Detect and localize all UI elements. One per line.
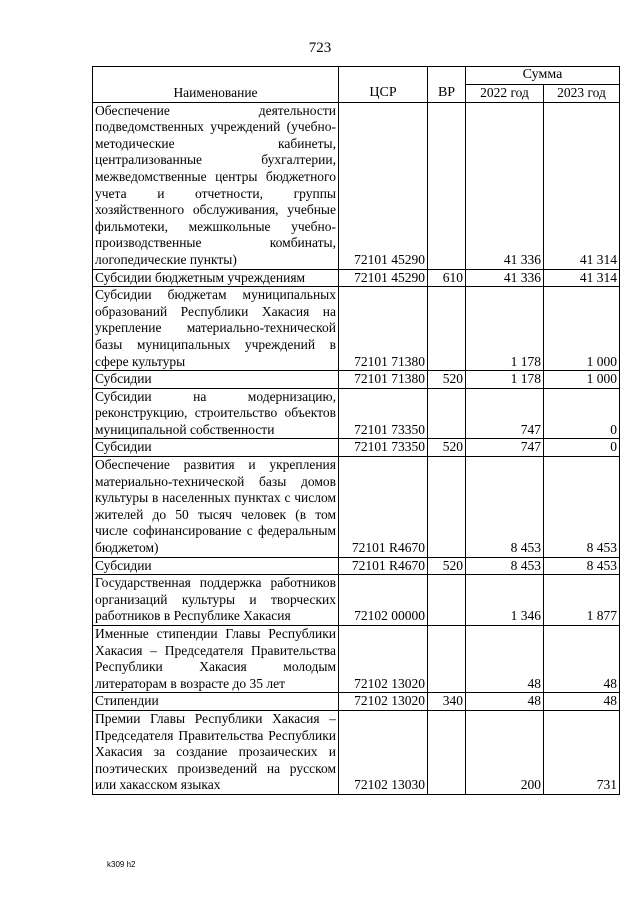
header-csr: ЦСР [339, 67, 428, 103]
row-vr-cell [428, 388, 466, 439]
row-name-cell: Обеспечение развития и укрепления материально-технической базы домов культуры в населенных пунктах с числом жителей до 50 тысяч человек (в том числе софинансирование с федеральным бюджетом) [93, 457, 339, 558]
row-amount-2022-cell: 8 453 [466, 557, 544, 575]
table-row [93, 102, 620, 269]
row-csr-cell: 72101 45290 [339, 269, 428, 287]
table-row [93, 575, 620, 626]
row-amount-2023-cell: 0 [544, 439, 620, 457]
row-vr-cell: 520 [428, 557, 466, 575]
row-name-cell: Субсидии [93, 439, 339, 457]
row-csr-cell: 72101 R4670 [339, 557, 428, 575]
row-amount-2023-cell: 41 314 [544, 269, 620, 287]
table-row [93, 388, 620, 439]
row-csr-cell: 72101 73350 [339, 388, 428, 439]
row-name-cell: Субсидии [93, 557, 339, 575]
row-vr-cell [428, 287, 466, 371]
row-csr-cell: 72102 13020 [339, 626, 428, 693]
row-amount-2023-cell: 41 314 [544, 102, 620, 269]
row-name-cell: Именные стипендии Главы Республики Хакасия – Председателя Правительства Республики Хакасия молодым литераторам в возрасте до 35 лет [93, 626, 339, 693]
row-amount-2023-cell: 48 [544, 626, 620, 693]
row-amount-2022-cell: 41 336 [466, 102, 544, 269]
footer-code: k309 h2 [107, 860, 136, 869]
row-amount-2023-cell: 1 000 [544, 371, 620, 389]
row-csr-cell: 72101 71380 [339, 287, 428, 371]
row-name-cell: Субсидии бюджетам муниципальных образований Республики Хакасия на укрепление материально-технической базы муниципальных учреждений в сфере культуры [93, 287, 339, 371]
row-amount-2022-cell: 48 [466, 626, 544, 693]
row-amount-2022-cell: 41 336 [466, 269, 544, 287]
table-row [93, 457, 620, 558]
row-csr-cell: 72102 13030 [339, 710, 428, 794]
row-name-cell: Обеспечение деятельности подведомственных учреждений (учебно-методические кабинеты, централизованные бухгалтерии, межведомственные центры бюджетного учета и отчетности, группы хозяйственного обслуживания, учебные фильмотеки, межшкольные учебно-производственные комбинаты, логопедические пункты) [93, 102, 339, 269]
row-amount-2023-cell: 731 [544, 710, 620, 794]
budget-table [92, 66, 620, 795]
row-csr-cell: 72102 13020 [339, 693, 428, 711]
row-name-cell: Премии Главы Республики Хакасия – Председателя Правительства Республики Хакасия за создание прозаических и поэтических произведений на русском или хакасском языках [93, 710, 339, 794]
table-row [93, 693, 620, 711]
header-year-2022: 2022 год [466, 85, 544, 103]
table-row [93, 557, 620, 575]
row-amount-2022-cell: 8 453 [466, 457, 544, 558]
table-row [93, 287, 620, 371]
table-row [93, 626, 620, 693]
page-number: 723 [308, 40, 332, 56]
row-amount-2023-cell: 1 000 [544, 287, 620, 371]
row-vr-cell [428, 575, 466, 626]
row-amount-2022-cell: 1 178 [466, 287, 544, 371]
row-vr-cell: 610 [428, 269, 466, 287]
row-amount-2023-cell: 8 453 [544, 457, 620, 558]
row-name-cell: Государственная поддержка работников организаций культуры и творческих работников в Республике Хакасия [93, 575, 339, 626]
header-year-2023: 2023 год [544, 85, 620, 103]
table-row [93, 269, 620, 287]
row-amount-2022-cell: 48 [466, 693, 544, 711]
row-amount-2023-cell: 1 877 [544, 575, 620, 626]
row-amount-2023-cell: 8 453 [544, 557, 620, 575]
header-sum: Сумма [466, 67, 620, 85]
row-amount-2022-cell: 1 346 [466, 575, 544, 626]
row-amount-2022-cell: 1 178 [466, 371, 544, 389]
row-csr-cell: 72101 45290 [339, 102, 428, 269]
row-amount-2022-cell: 747 [466, 439, 544, 457]
row-name-cell: Субсидии на модернизацию, реконструкцию, строительство объектов муниципальной собственности [93, 388, 339, 439]
row-amount-2022-cell: 747 [466, 388, 544, 439]
row-amount-2022-cell: 200 [466, 710, 544, 794]
row-vr-cell [428, 626, 466, 693]
row-vr-cell [428, 457, 466, 558]
row-name-cell: Стипендии [93, 693, 339, 711]
table-row [93, 439, 620, 457]
table-row [93, 371, 620, 389]
row-csr-cell: 72101 73350 [339, 439, 428, 457]
row-csr-cell: 72101 R4670 [339, 457, 428, 558]
row-vr-cell: 520 [428, 371, 466, 389]
row-vr-cell: 340 [428, 693, 466, 711]
header-vr: ВР [428, 67, 466, 103]
row-name-cell: Субсидии бюджетным учреждениям [93, 269, 339, 287]
table-row [93, 710, 620, 794]
header-name: Наименование [93, 67, 339, 103]
row-vr-cell [428, 102, 466, 269]
row-name-cell: Субсидии [93, 371, 339, 389]
row-vr-cell: 520 [428, 439, 466, 457]
row-vr-cell [428, 710, 466, 794]
row-csr-cell: 72101 71380 [339, 371, 428, 389]
row-csr-cell: 72102 00000 [339, 575, 428, 626]
row-amount-2023-cell: 0 [544, 388, 620, 439]
row-amount-2023-cell: 48 [544, 693, 620, 711]
